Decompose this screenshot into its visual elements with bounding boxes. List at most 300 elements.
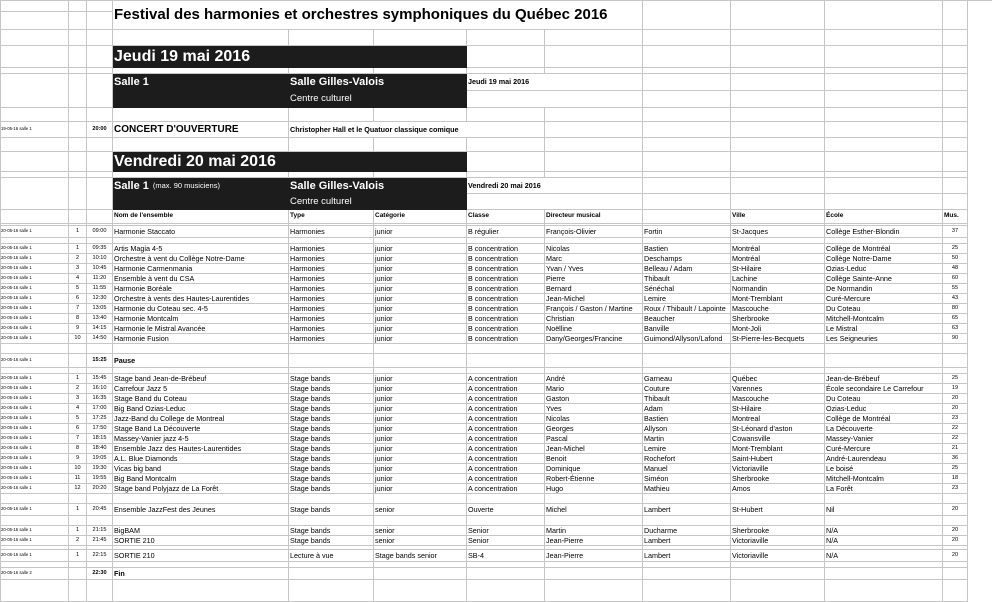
row-classe: Ouverte xyxy=(467,504,545,516)
row-type: Stage bands xyxy=(289,536,374,546)
row-time: 15:45 xyxy=(87,374,113,384)
empty-cell xyxy=(467,152,545,172)
row-musiciens: 20 xyxy=(943,526,968,536)
row-time: 22:30 xyxy=(87,568,113,580)
row-directeur-prenom: François-Olivier xyxy=(545,226,643,238)
header-type: Type xyxy=(289,210,374,224)
empty-cell xyxy=(825,91,943,108)
row-directeur-prenom xyxy=(545,568,643,580)
row-type: Harmonies xyxy=(289,264,374,274)
header-classe: Classe xyxy=(467,210,545,224)
row-ensemble: Orchestre à vents des Hautes-Laurentides xyxy=(113,294,289,304)
empty-cell xyxy=(113,108,289,122)
row-type: Stage bands xyxy=(289,384,374,394)
row-ville: St-Hubert xyxy=(731,504,825,516)
row-ville: Mont-Tremblant xyxy=(731,444,825,454)
row-directeur-nom: Beaucher xyxy=(643,314,731,324)
row-classe: B concentration xyxy=(467,284,545,294)
empty-cell xyxy=(467,580,545,602)
empty-cell xyxy=(87,74,113,108)
day2-venue: Salle Gilles-Valois xyxy=(289,178,467,194)
empty-cell xyxy=(545,108,643,122)
row-code: 20-05-16 salle 1 xyxy=(0,404,69,414)
row-directeur-nom: Manuel xyxy=(643,464,731,474)
row-type: Harmonies xyxy=(289,334,374,344)
row-time: 19:55 xyxy=(87,474,113,484)
festival-title: Festival des harmonies et orchestres symphoniques du Québec 2016 xyxy=(113,0,643,30)
row-directeur-prenom: Noëlline xyxy=(545,324,643,334)
empty-cell xyxy=(643,0,731,30)
row-ville: Sherbrooke xyxy=(731,474,825,484)
row-code: 20-05-16 salle 1 xyxy=(0,384,69,394)
empty-cell xyxy=(943,178,968,194)
empty-cell xyxy=(0,46,69,68)
empty-cell xyxy=(289,580,374,602)
empty-cell xyxy=(87,210,113,224)
row-type: Stage bands xyxy=(289,526,374,536)
empty-cell xyxy=(467,108,545,122)
row-directeur-prenom: Bernard xyxy=(545,284,643,294)
empty-cell xyxy=(289,494,374,504)
row-code: 20-05-16 salle 1 xyxy=(0,414,69,424)
row-ville: Victoriaville xyxy=(731,464,825,474)
row-ecole: Curé-Mercure xyxy=(825,444,943,454)
row-code: 20-05-16 salle 1 xyxy=(0,324,69,334)
empty-cell xyxy=(643,210,731,224)
empty-cell xyxy=(87,580,113,602)
empty-cell xyxy=(113,30,289,46)
row-number: 11 xyxy=(69,474,87,484)
row-number: 4 xyxy=(69,274,87,284)
row-ecole: André-Laurendeau xyxy=(825,454,943,464)
row-number: 4 xyxy=(69,404,87,414)
row-ecole: Collège Esther-Blondin xyxy=(825,226,943,238)
empty-cell xyxy=(943,122,968,138)
row-type xyxy=(289,568,374,580)
row-type: Stage bands xyxy=(289,454,374,464)
row-directeur-prenom: Dominique xyxy=(545,464,643,474)
row-categorie: junior xyxy=(374,484,467,494)
day1-date-small: Jeudi 19 mai 2016 xyxy=(467,74,643,91)
empty-cell xyxy=(545,138,643,152)
row-classe: A concentration xyxy=(467,404,545,414)
row-directeur-prenom: Hugo xyxy=(545,484,643,494)
row-directeur-nom: Bastien xyxy=(643,414,731,424)
row-ensemble: BigBAM xyxy=(113,526,289,536)
row-code: 20-05-16 salle 1 xyxy=(0,314,69,324)
concert-code: 19-05-16 salle 1 xyxy=(0,122,69,138)
empty-cell xyxy=(943,0,968,30)
empty-cell xyxy=(643,138,731,152)
row-ensemble: Ensemble à vent du CSA xyxy=(113,274,289,284)
empty-cell xyxy=(643,91,731,108)
empty-cell xyxy=(731,108,825,122)
row-code: 20-05-16 salle 1 xyxy=(0,304,69,314)
row-classe: B concentration xyxy=(467,264,545,274)
row-ecole: La Découverte xyxy=(825,424,943,434)
empty-cell xyxy=(69,580,87,602)
empty-cell xyxy=(374,138,467,152)
row-ville: St-Léonard d'aston xyxy=(731,424,825,434)
row-time: 11:20 xyxy=(87,274,113,284)
row-number: 2 xyxy=(69,536,87,546)
empty-cell xyxy=(731,74,825,91)
row-ville: Mascouche xyxy=(731,394,825,404)
row-musiciens: 20 xyxy=(943,550,968,562)
row-categorie: junior xyxy=(374,424,467,434)
empty-cell xyxy=(825,178,943,194)
row-directeur-nom: Roux / Thibault / Lapointe xyxy=(643,304,731,314)
row-directeur-nom: Rochefort xyxy=(643,454,731,464)
row-musiciens: 65 xyxy=(943,314,968,324)
row-directeur-prenom: Nicolas xyxy=(545,244,643,254)
empty-cell xyxy=(731,516,825,526)
row-musiciens: 37 xyxy=(943,226,968,238)
empty-cell xyxy=(467,138,545,152)
row-code: 20-05-16 salle 1 xyxy=(0,444,69,454)
row-classe xyxy=(467,568,545,580)
row-ecole: Le Mistral xyxy=(825,324,943,334)
row-code: 20-05-16 salle 1 xyxy=(0,244,69,254)
row-classe: A concentration xyxy=(467,474,545,484)
row-directeur-prenom: Pierre xyxy=(545,274,643,284)
day1-salle: Salle 1 xyxy=(113,74,289,91)
dark-cell xyxy=(113,91,289,108)
row-type: Harmonies xyxy=(289,226,374,238)
empty-cell xyxy=(943,494,968,504)
empty-cell xyxy=(731,138,825,152)
row-code: 20-05-16 salle 1 xyxy=(0,434,69,444)
row-categorie: junior xyxy=(374,244,467,254)
row-classe: A concentration xyxy=(467,374,545,384)
empty-cell xyxy=(467,344,545,354)
header-ensemble: Nom de l'ensemble xyxy=(113,210,289,224)
row-categorie: junior xyxy=(374,274,467,284)
row-type: Lecture à vue xyxy=(289,550,374,562)
row-number: 1 xyxy=(69,550,87,562)
row-musiciens: 55 xyxy=(943,284,968,294)
row-directeur-nom: Lambert xyxy=(643,550,731,562)
row-code: 20-05-16 salle 1 xyxy=(0,550,69,562)
row-type: Harmonies xyxy=(289,294,374,304)
empty-cell xyxy=(731,91,825,108)
empty-cell xyxy=(825,122,943,138)
header-ville: Ville xyxy=(731,210,825,224)
empty-cell xyxy=(467,30,545,46)
empty-cell xyxy=(0,152,69,172)
row-categorie: senior xyxy=(374,526,467,536)
empty-cell xyxy=(69,210,87,224)
empty-cell xyxy=(731,152,825,172)
row-categorie: junior xyxy=(374,414,467,424)
row-time: 14:50 xyxy=(87,334,113,344)
row-directeur-prenom: Dany/Georges/Francine xyxy=(545,334,643,344)
row-directeur-nom: Banville xyxy=(643,324,731,334)
header-mus: Mus. xyxy=(943,210,968,224)
row-time: 17:00 xyxy=(87,404,113,414)
row-classe: A concentration xyxy=(467,464,545,474)
empty-cell xyxy=(87,152,113,172)
row-number: 6 xyxy=(69,294,87,304)
empty-cell xyxy=(825,74,943,91)
row-time: 18:40 xyxy=(87,444,113,454)
row-ville: Amos xyxy=(731,484,825,494)
row-time: 17:50 xyxy=(87,424,113,434)
empty-cell xyxy=(731,344,825,354)
row-time: 19:30 xyxy=(87,464,113,474)
empty-cell xyxy=(825,580,943,602)
empty-cell xyxy=(87,138,113,152)
day1-venue-sub: Centre culturel xyxy=(289,91,467,108)
empty-cell xyxy=(943,30,968,46)
row-ville: Saint-Hubert xyxy=(731,454,825,464)
row-ecole: Collège de Montréal xyxy=(825,244,943,254)
day1-date-band: Jeudi 19 mai 2016 xyxy=(113,46,467,68)
empty-cell xyxy=(289,108,374,122)
row-ecole: Ozias-Leduc xyxy=(825,264,943,274)
empty-cell xyxy=(545,30,643,46)
row-type: Stage bands xyxy=(289,424,374,434)
row-ville: Lachine xyxy=(731,274,825,284)
row-ville: St-Hilaire xyxy=(731,264,825,274)
row-directeur-prenom: Christian xyxy=(545,314,643,324)
empty-cell xyxy=(69,138,87,152)
row-categorie: junior xyxy=(374,314,467,324)
row-ensemble: Harmonie Fusion xyxy=(113,334,289,344)
row-musiciens: 25 xyxy=(943,374,968,384)
row-classe: A concentration xyxy=(467,484,545,494)
empty-cell xyxy=(545,494,643,504)
row-ecole xyxy=(825,568,943,580)
empty-cell xyxy=(69,108,87,122)
header-ecole: École xyxy=(825,210,943,224)
row-musiciens: 21 xyxy=(943,444,968,454)
row-classe: B concentration xyxy=(467,254,545,264)
row-code: 20-05-16 salle 1 xyxy=(0,354,69,368)
row-ecole: Nil xyxy=(825,504,943,516)
day2-date-small: Vendredi 20 mai 2016 xyxy=(467,178,643,194)
empty-cell xyxy=(731,194,825,210)
empty-cell xyxy=(731,0,825,30)
empty-cell xyxy=(545,580,643,602)
row-time: 19:05 xyxy=(87,454,113,464)
empty-cell xyxy=(545,152,643,172)
empty-cell xyxy=(87,178,113,210)
row-time: 21:45 xyxy=(87,536,113,546)
row-number: 3 xyxy=(69,264,87,274)
empty-cell xyxy=(467,494,545,504)
row-categorie: junior xyxy=(374,264,467,274)
row-musiciens: 50 xyxy=(943,254,968,264)
empty-cell xyxy=(943,91,968,108)
row-ville: Québec xyxy=(731,374,825,384)
empty-cell xyxy=(825,516,943,526)
row-directeur-nom: Lemire xyxy=(643,444,731,454)
row-type: Stage bands xyxy=(289,474,374,484)
row-ville: Sherbrooke xyxy=(731,526,825,536)
row-type: Harmonies xyxy=(289,304,374,314)
row-directeur-nom: Guimond/Allyson/Lafond xyxy=(643,334,731,344)
row-number: 1 xyxy=(69,244,87,254)
row-time: 09:00 xyxy=(87,226,113,238)
row-time: 20:45 xyxy=(87,504,113,516)
empty-cell xyxy=(289,30,374,46)
row-directeur-nom: Fortin xyxy=(643,226,731,238)
empty-cell xyxy=(374,494,467,504)
empty-cell xyxy=(545,516,643,526)
empty-cell xyxy=(731,46,825,68)
row-time: 12:30 xyxy=(87,294,113,304)
row-ville: St-Pierre-les-Becquets xyxy=(731,334,825,344)
empty-cell xyxy=(87,0,113,12)
row-categorie xyxy=(374,354,467,368)
empty-cell xyxy=(643,344,731,354)
row-categorie: junior xyxy=(374,304,467,314)
empty-cell xyxy=(69,152,87,172)
day2-salle-note: (max. 90 musiciens) xyxy=(152,181,220,191)
row-directeur-prenom: Marc xyxy=(545,254,643,264)
row-ville: Victoriaville xyxy=(731,550,825,562)
row-ensemble: Harmonie Carmenmania xyxy=(113,264,289,274)
row-directeur-prenom: André xyxy=(545,374,643,384)
empty-cell xyxy=(545,344,643,354)
row-directeur-nom: Lambert xyxy=(643,536,731,546)
row-ville: Montréal xyxy=(731,244,825,254)
row-type: Harmonies xyxy=(289,284,374,294)
row-directeur-prenom: Yvan / Yves xyxy=(545,264,643,274)
row-code: 20-05-16 salle 1 xyxy=(0,454,69,464)
empty-cell xyxy=(467,194,643,210)
row-categorie: junior xyxy=(374,384,467,394)
row-categorie: senior xyxy=(374,504,467,516)
empty-cell xyxy=(825,46,943,68)
empty-cell xyxy=(943,344,968,354)
row-categorie: junior xyxy=(374,284,467,294)
empty-cell xyxy=(731,580,825,602)
row-type: Stage bands xyxy=(289,444,374,454)
row-classe xyxy=(467,354,545,368)
empty-cell xyxy=(643,152,731,172)
empty-cell xyxy=(943,516,968,526)
concert-time: 20:00 xyxy=(87,122,113,138)
empty-cell xyxy=(374,108,467,122)
row-ecole: Jean-de-Brébeuf xyxy=(825,374,943,384)
empty-cell xyxy=(374,30,467,46)
row-musiciens: 60 xyxy=(943,274,968,284)
row-ensemble: Stage Band La Découverte xyxy=(113,424,289,434)
empty-cell xyxy=(113,138,289,152)
row-ensemble: Ensemble Jazz des Hautes-Laurentides xyxy=(113,444,289,454)
row-musiciens: 22 xyxy=(943,424,968,434)
concert-title: CONCERT D'OUVERTURE xyxy=(113,122,289,138)
empty-cell xyxy=(0,494,69,504)
row-directeur-nom: Bastien xyxy=(643,244,731,254)
empty-cell xyxy=(943,46,968,68)
row-musiciens: 48 xyxy=(943,264,968,274)
row-directeur-prenom: Benoit xyxy=(545,454,643,464)
row-code: 20-05-16 salle 1 xyxy=(0,274,69,284)
empty-cell xyxy=(643,178,731,194)
row-musiciens: 18 xyxy=(943,474,968,484)
row-directeur-nom: Lemire xyxy=(643,294,731,304)
row-musiciens: 20 xyxy=(943,404,968,414)
dark-cell xyxy=(113,194,289,210)
row-time: 21:15 xyxy=(87,526,113,536)
row-ville: St-Jacques xyxy=(731,226,825,238)
row-ensemble: Pause xyxy=(113,354,289,368)
row-classe: B concentration xyxy=(467,324,545,334)
row-ensemble: Harmonie Boréale xyxy=(113,284,289,294)
row-ecole: Massey-Vanier xyxy=(825,434,943,444)
row-directeur-nom: Belleau / Adam xyxy=(643,264,731,274)
row-code: 20-05-16 salle 1 xyxy=(0,504,69,516)
row-musiciens xyxy=(943,568,968,580)
empty-cell xyxy=(0,580,69,602)
day1-venue: Salle Gilles-Valois xyxy=(289,74,467,91)
row-ensemble: SORTIE 210 xyxy=(113,536,289,546)
row-ecole xyxy=(825,354,943,368)
row-type: Stage bands xyxy=(289,484,374,494)
row-directeur-nom: Couture xyxy=(643,384,731,394)
row-directeur-nom: Sénéchal xyxy=(643,284,731,294)
row-type: Harmonies xyxy=(289,324,374,334)
empty-cell xyxy=(113,580,289,602)
empty-cell xyxy=(0,12,69,30)
empty-cell xyxy=(69,0,87,12)
row-categorie: junior xyxy=(374,464,467,474)
row-categorie: junior xyxy=(374,454,467,464)
row-ecole: La Forêt xyxy=(825,484,943,494)
row-directeur-prenom: Yves xyxy=(545,404,643,414)
row-musiciens: 43 xyxy=(943,294,968,304)
row-ecole: Les Seigneuries xyxy=(825,334,943,344)
row-ensemble: Vicas big band xyxy=(113,464,289,474)
row-ensemble: Harmonie du Coteau sec. 4-5 xyxy=(113,304,289,314)
row-type: Stage bands xyxy=(289,464,374,474)
row-ecole: Du Coteau xyxy=(825,394,943,404)
day2-venue-sub: Centre culturel xyxy=(289,194,467,210)
row-number: 1 xyxy=(69,504,87,516)
empty-cell xyxy=(374,580,467,602)
empty-cell xyxy=(0,178,69,210)
row-ensemble: Stage band Polyjazz de La Forêt xyxy=(113,484,289,494)
row-categorie: junior xyxy=(374,374,467,384)
row-ecole: Collège Sainte-Anne xyxy=(825,274,943,284)
row-directeur-nom: Mathieu xyxy=(643,484,731,494)
day2-date-band: Vendredi 20 mai 2016 xyxy=(113,152,467,172)
row-number: 1 xyxy=(69,526,87,536)
row-musiciens: 80 xyxy=(943,304,968,314)
empty-cell xyxy=(643,74,731,91)
row-ensemble: Carrefour Jazz 5 xyxy=(113,384,289,394)
day2-salle-label: Salle 1 xyxy=(114,179,149,192)
empty-cell xyxy=(69,344,87,354)
row-type: Stage bands xyxy=(289,374,374,384)
empty-cell xyxy=(643,516,731,526)
empty-cell xyxy=(643,580,731,602)
empty-cell xyxy=(825,344,943,354)
row-ecole: Collège Notre-Dame xyxy=(825,254,943,264)
row-ensemble: SORTIE 210 xyxy=(113,550,289,562)
row-code: 20-05-16 salle 1 xyxy=(0,464,69,474)
row-number: 9 xyxy=(69,324,87,334)
row-number: 5 xyxy=(69,284,87,294)
row-ecole: Mitchell-Montcalm xyxy=(825,314,943,324)
row-ensemble: Artis Magia 4-5 xyxy=(113,244,289,254)
row-classe: B régulier xyxy=(467,226,545,238)
row-categorie: junior xyxy=(374,294,467,304)
row-categorie: junior xyxy=(374,254,467,264)
